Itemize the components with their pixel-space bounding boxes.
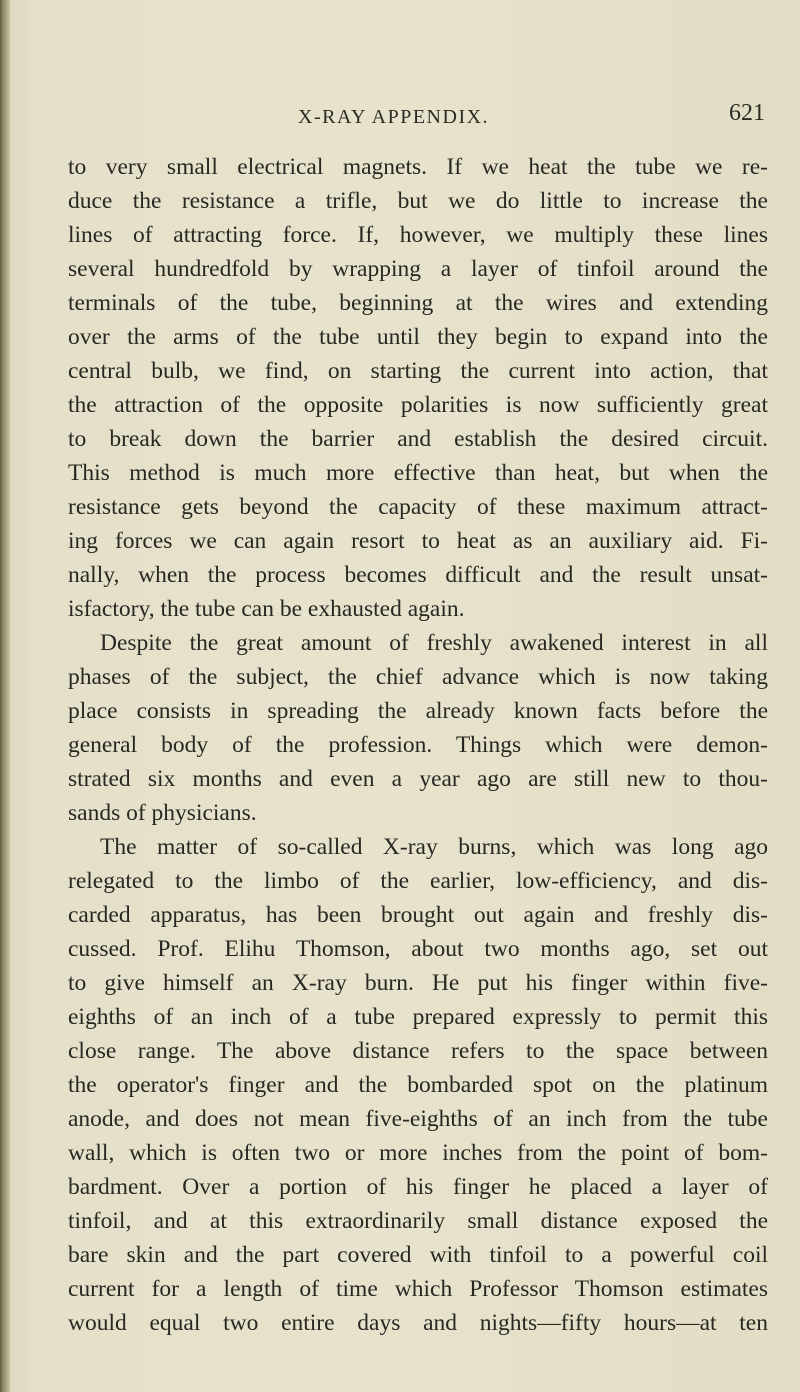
text-line: several hundredfold by wrapping a layer of tinfoil around the [68, 256, 768, 282]
text-line: to very small electrical magnets. If we heat the tube we re- [68, 154, 768, 180]
text-line: central bulb, we find, on starting the current into action, that [68, 358, 768, 384]
text-line: over the arms of the tube until they begin to expand into the [68, 324, 768, 350]
text-line: would equal two entire days and nights—fifty hours—at ten [68, 1310, 768, 1336]
text-line: strated six months and even a year ago are still new to thou- [68, 766, 768, 792]
text-line: bardment. Over a portion of his finger he placed a layer of [68, 1174, 768, 1200]
page-number: 621 [729, 100, 765, 126]
text-line: duce the resistance a trifle, but we do little to increase the [68, 188, 768, 214]
text-line: current for a length of time which Professor Thomson estimates [68, 1276, 768, 1302]
text-line: This method is much more effective than heat, but when the [68, 460, 768, 486]
binding-gutter-shadow [0, 0, 10, 1392]
text-line: place consists in spreading the already known facts before the [68, 698, 768, 724]
text-line: to break down the barrier and establish the desired circuit. [68, 426, 768, 452]
text-line: resistance gets beyond the capacity of these maximum attract- [68, 494, 768, 520]
text-line: sands of physicians. [68, 800, 257, 826]
text-line: the operator's finger and the bombarded spot on the platinum [68, 1072, 768, 1098]
text-line: tinfoil, and at this extraordinarily small distance exposed the [68, 1208, 768, 1234]
text-line: anode, and does not mean five-eighths of an inch from the tube [68, 1106, 768, 1132]
text-line: eighths of an inch of a tube prepared expressly to permit this [68, 1004, 768, 1030]
running-head: X-RAY APPENDIX. [298, 106, 490, 128]
text-line: general body of the profession. Things which were demon- [68, 732, 768, 758]
text-line: close range. The above distance refers to the space between [68, 1038, 768, 1064]
text-line: bare skin and the part covered with tinfoil to a powerful coil [68, 1242, 768, 1268]
paragraph-first-line: Despite the great amount of freshly awakened interest in all [100, 630, 768, 656]
text-line: nally, when the process becomes difficult and the result unsat- [68, 562, 768, 588]
text-line: isfactory, the tube can be exhausted again. [68, 596, 465, 622]
text-line: relegated to the limbo of the earlier, low-efficiency, and dis- [68, 868, 768, 894]
text-line: wall, which is often two or more inches from the point of bom- [68, 1140, 768, 1166]
text-line: carded apparatus, has been brought out again and freshly dis- [68, 902, 768, 928]
text-line: to give himself an X-ray burn. He put his finger within five- [68, 970, 768, 996]
text-line: cussed. Prof. Elihu Thomson, about two months ago, set out [68, 936, 768, 962]
text-line: ing forces we can again resort to heat as an auxiliary aid. Fi- [68, 528, 768, 554]
text-line: terminals of the tube, beginning at the wires and extending [68, 290, 768, 316]
text-line: the attraction of the opposite polarities is now sufficiently great [68, 392, 768, 418]
text-line: lines of attracting force. If, however, we multiply these lines [68, 222, 768, 248]
paragraph-first-line: The matter of so-called X-ray burns, which was long ago [100, 834, 768, 860]
text-line: phases of the subject, the chief advance which is now taking [68, 664, 768, 690]
